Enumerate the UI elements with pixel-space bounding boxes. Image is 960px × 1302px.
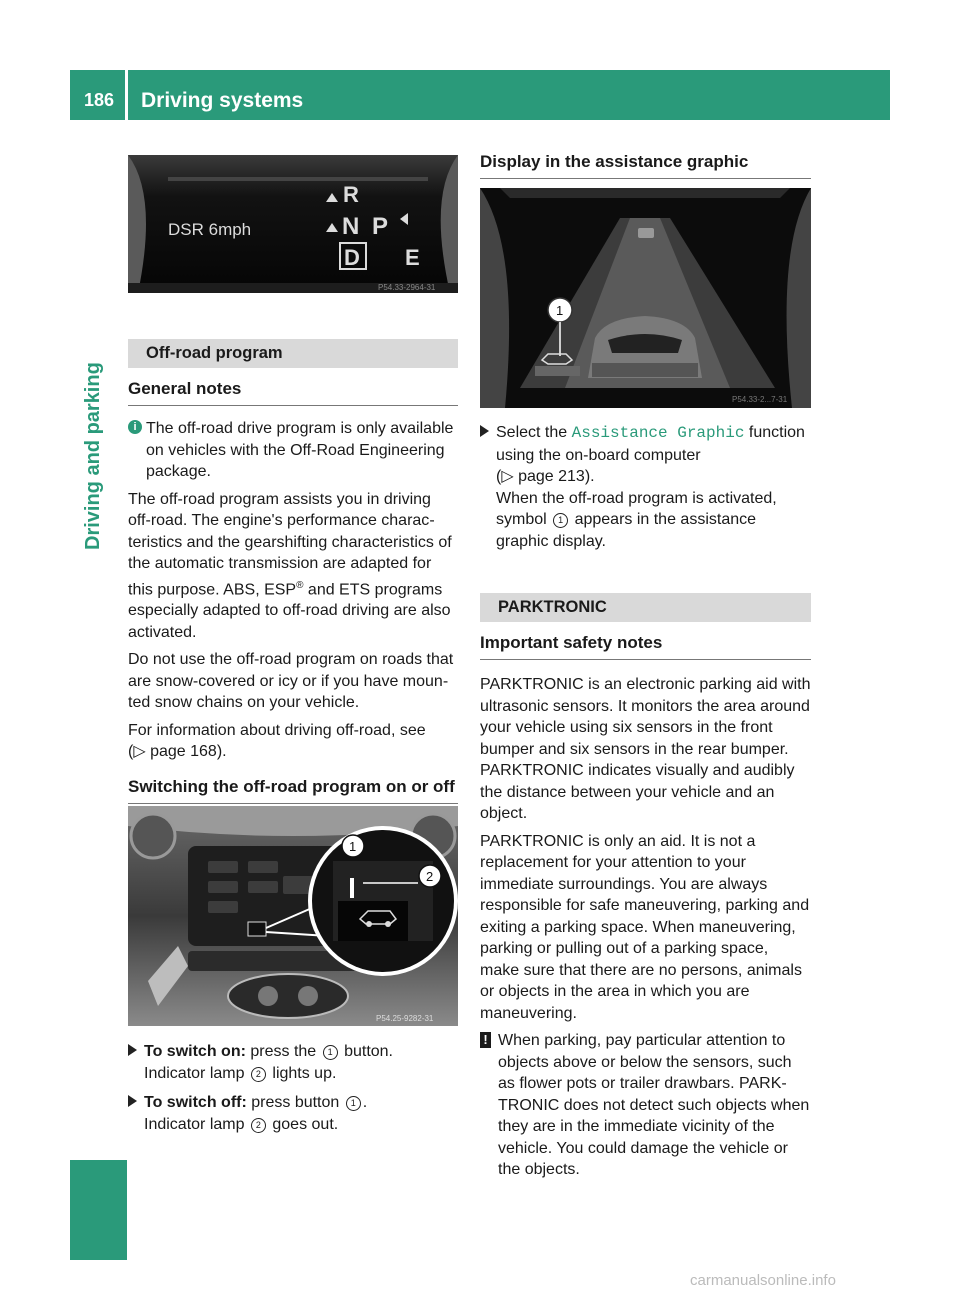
display-heading: Display in the assistance graphic bbox=[480, 152, 811, 179]
dsr-display-image bbox=[128, 155, 458, 293]
step-arrow-icon bbox=[128, 1095, 137, 1107]
parktronic-para-1: PARKTRONIC is an electronic parking aid with ultrasonic sensors. It monitors the area around your vehicle using six sensors in the front bumper and six sensors in the rear bumper. PARKTRONIC indicates visually and audibly the distance between your vehicle and an object. bbox=[480, 676, 811, 822]
offroad-para-3: For information about driving off-road, see (▷ page 168). bbox=[128, 721, 426, 761]
assistance-callout-1: 1 bbox=[556, 303, 564, 318]
footer-watermark: carmanualsonline.info bbox=[690, 1272, 836, 1289]
side-tab-block bbox=[70, 1160, 127, 1260]
step-arrow-icon bbox=[128, 1044, 137, 1056]
parktronic-band: PARKTRONIC bbox=[480, 593, 811, 622]
console-image bbox=[128, 806, 458, 1026]
console-image-code: P54.25-9282-31 bbox=[376, 1014, 434, 1023]
left-column bbox=[128, 339, 458, 804]
info-note-text: The off-road drive program is only available on vehicles with the Off-Road Engineering package. bbox=[146, 420, 454, 480]
header-divider bbox=[125, 70, 128, 120]
gear-e: E bbox=[405, 245, 420, 270]
dsr-text: DSR 6mph bbox=[168, 220, 252, 239]
warning-icon: ! bbox=[480, 1032, 491, 1048]
switch-on-step: To switch on: press the 1 button. Indicator lamp 2 lights up. bbox=[128, 1041, 458, 1084]
offroad-para-1: The off-road program assists you in driving off-road. The engine's performance characteristics and the gearshifting characteristics of the automatic transmission are adapted for this purpose. ABS, ESP® and ETS programs especially adapted to off-road driving are also activated. bbox=[128, 490, 452, 641]
page-number: 186 bbox=[84, 90, 115, 110]
safety-notes-heading: Important safety notes bbox=[480, 633, 811, 660]
general-notes-heading: General notes bbox=[128, 379, 458, 406]
select-assistance-step: Select the Assistance Graphic function using the on-board computer (▷ page 213). When the off-road program is activated, symbol 1 appears in the assistance graphic display. bbox=[480, 422, 811, 552]
gear-r: R bbox=[343, 182, 359, 207]
gear-p: P bbox=[372, 213, 389, 240]
parktronic-para-2: PARKTRONIC is only an aid. It is not a replacement for your attention to your immediate surroundings. You are always responsible for safe maneuvering, parking and exiting a parking space. When maneuvering, parking or pulling out of a parking space, make sure that there are no persons, animals or objects in the area in which you are maneuvering. bbox=[480, 832, 810, 1022]
info-note bbox=[128, 418, 458, 483]
offroad-para-2: Do not use the off-road program on roads that are snow-covered or icy or if you have mounted snow chains on your vehicle. bbox=[128, 651, 454, 712]
switch-instructions bbox=[128, 1041, 458, 1141]
warning-note bbox=[480, 1030, 811, 1181]
gear-d: D bbox=[344, 245, 360, 270]
switch-off-step: To switch off: press button 1 . Indicator lamp 2 goes out. bbox=[128, 1092, 458, 1135]
select-step bbox=[480, 422, 811, 558]
assistance-graphic-image bbox=[480, 188, 811, 408]
console-callout-1: 1 bbox=[349, 839, 357, 854]
parktronic-section bbox=[480, 593, 811, 1187]
warning-note-text: When parking, pay particular attention to objects above or below the sensors, such as flower pots or trailer drawbars. PARKTRONIC does not detect such objects when they are in the immediate vicinity of the vehicle. You could damage the vehicle or the objects. bbox=[498, 1032, 810, 1178]
assistance-image-code: P54.33-2...7-31 bbox=[732, 395, 788, 404]
assistance-graphic-function: Assistance Graphic bbox=[571, 424, 745, 442]
info-icon: i bbox=[128, 420, 142, 434]
gear-n: N bbox=[342, 213, 360, 240]
dsr-image-code: P54.33-2964-31 bbox=[378, 283, 436, 292]
side-tab-label: Driving and parking bbox=[82, 362, 104, 550]
display-heading-block bbox=[480, 152, 811, 179]
switch-heading: Switching the off-road program on or off bbox=[128, 777, 458, 804]
step-arrow-icon bbox=[480, 425, 489, 437]
console-callout-2: 2 bbox=[426, 869, 434, 884]
page-title: Driving systems bbox=[141, 89, 304, 112]
offroad-section-band: Off-road program bbox=[128, 339, 458, 368]
